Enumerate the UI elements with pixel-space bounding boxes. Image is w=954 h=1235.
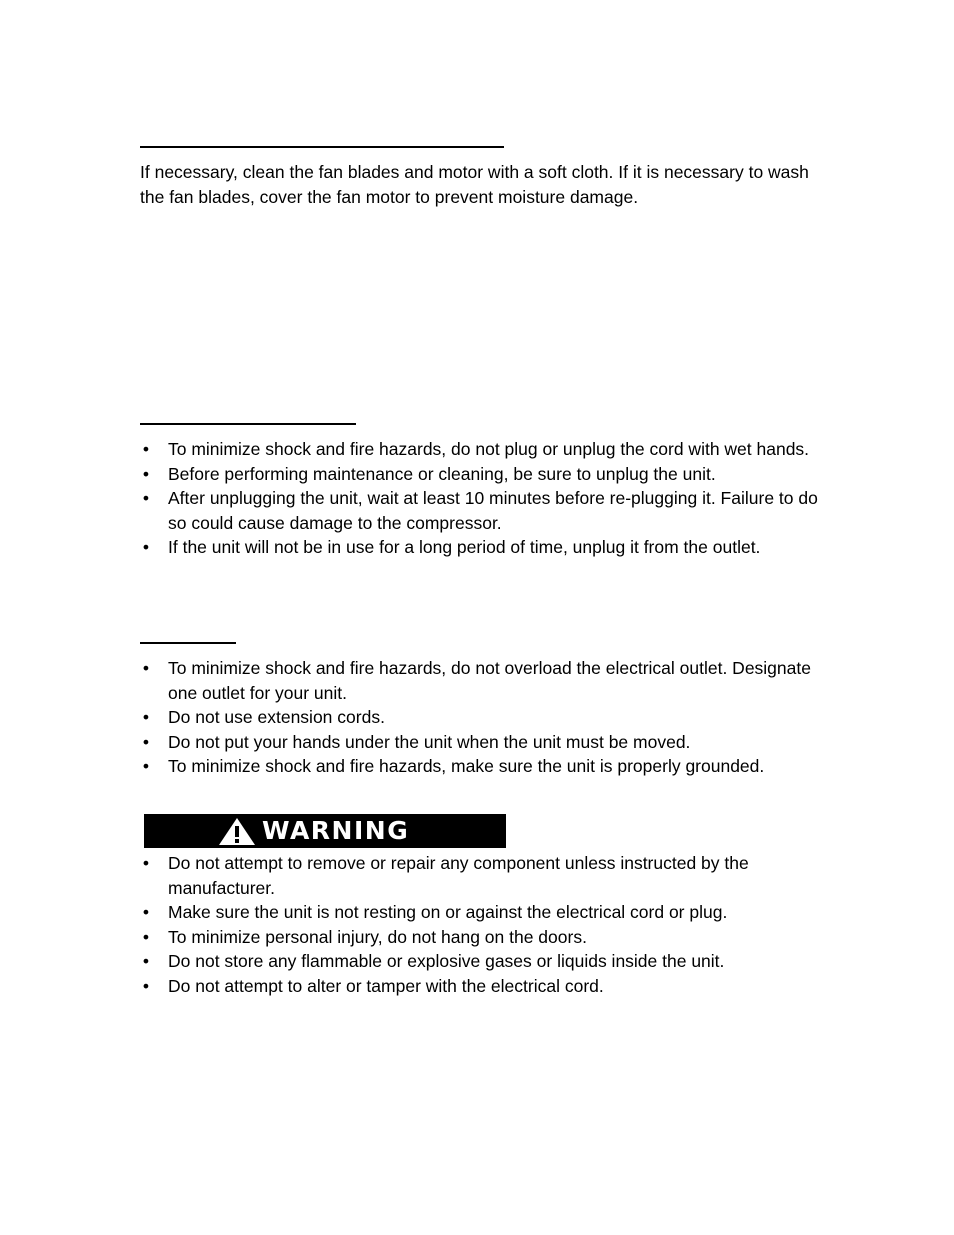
list-item [140,437,830,462]
list-item [140,462,830,487]
bullet-icon: • [142,902,150,922]
bullet-icon: • [142,731,150,752]
list-item [140,925,830,950]
bullet-icon: • [142,488,150,508]
list-item [140,535,830,560]
warning-label: WARNING [262,816,410,845]
section-heading-rule-power [140,423,356,425]
bullet-icon: • [142,463,150,484]
bullet-icon: • [142,658,150,678]
list-item [140,900,830,925]
bullet-icon: • [142,439,150,459]
outlet-safety-list [140,656,830,779]
list-item-text: Do not attempt to remove or repair any component unless instructed by the manufacturer. [168,853,749,898]
list-item-text: If the unit will not be in use for a long period of time, unplug it from the outlet. [168,537,761,557]
list-item [140,851,830,900]
section-heading-rule-fan [140,146,504,148]
bullet-icon: • [142,951,150,971]
list-item-text: Do not put your hands under the unit when the unit must be moved. [168,731,691,752]
list-item-text: Before performing maintenance or cleaning, be sure to unplug the unit. [168,463,716,484]
fan-cleaning-paragraph: If necessary, clean the fan blades and motor with a soft cloth. If it is necessary to wash the fan blades, cover the fan motor to prevent moisture damage. [140,162,809,207]
list-item [140,656,830,705]
bullet-icon: • [142,707,150,727]
list-item-text: Make sure the unit is not resting on or against the electrical cord or plug. [168,902,728,922]
bullet-icon: • [142,537,150,557]
list-item-text: To minimize personal injury, do not hang on the doors. [168,926,587,947]
list-item-text: Do not use extension cords. [168,707,385,727]
list-item [140,486,830,535]
list-item-text: To minimize shock and fire hazards, do not overload the electrical outlet. Designate one outlet for your unit. [168,658,811,703]
list-item [140,949,830,974]
section-heading-rule-outlet [140,642,236,644]
list-item-text: After unplugging the unit, wait at least 10 minutes before re-plugging it. Failure to do so could cause damage to the compressor. [168,488,818,533]
warning-triangle-icon [218,817,256,846]
list-item-text: To minimize shock and fire hazards, make sure the unit is properly grounded. [168,756,765,776]
list-item-text: Do not store any flammable or explosive gases or liquids inside the unit. [168,951,725,971]
list-item [140,730,830,755]
bullet-icon: • [142,853,150,873]
bullet-icon: • [142,926,150,947]
warning-banner [144,814,506,848]
warning-list [140,851,830,998]
list-item [140,705,830,730]
list-item [140,754,830,779]
bullet-icon: • [142,975,150,996]
list-item-text: To minimize shock and fire hazards, do not plug or unplug the cord with wet hands. [168,439,810,459]
power-safety-list [140,437,830,560]
list-item-text: Do not attempt to alter or tamper with the electrical cord. [168,975,604,996]
list-item [140,974,830,999]
bullet-icon: • [142,756,150,776]
